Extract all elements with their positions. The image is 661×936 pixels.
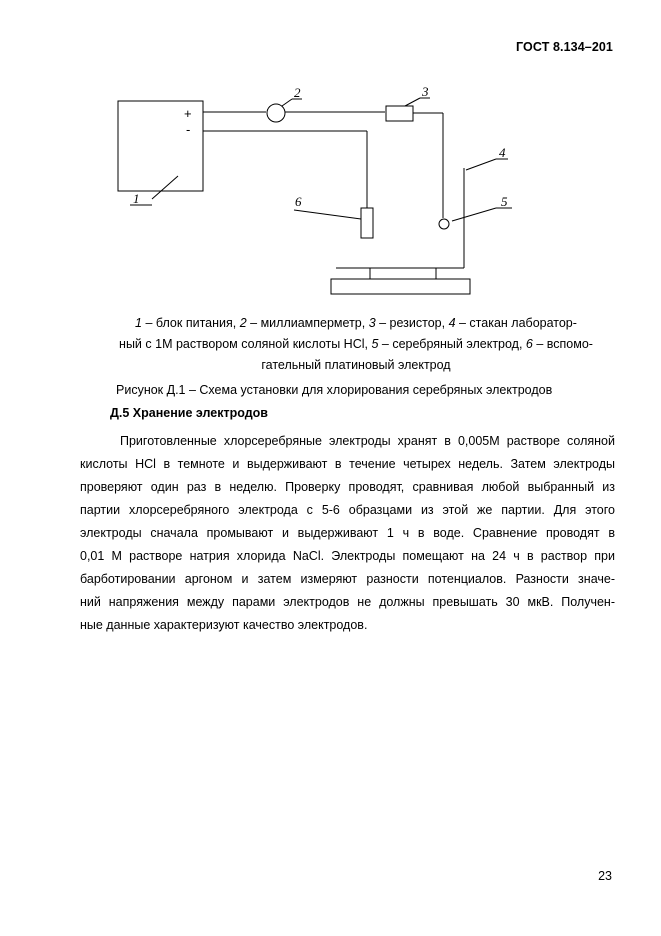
legend-segment: – вспомо- xyxy=(532,337,593,351)
body-paragraph xyxy=(80,430,615,637)
legend-segment: – стакан лаборатор- xyxy=(455,316,577,330)
paragraph-line: ные данные характеризуют качество электродов. xyxy=(80,618,368,632)
legend-segment: – блок питания, xyxy=(142,316,240,330)
label-6: 6 xyxy=(295,194,302,209)
legend-segment: ный с 1М раствором соляной кислоты HCl, xyxy=(119,337,372,351)
legend-segment: – серебряный электрод, xyxy=(378,337,526,351)
label-1: 1 xyxy=(133,191,140,206)
circuit-diagram xyxy=(0,0,661,310)
paragraph-line: электроды сначала промывают и выдерживают 1 ч в воде. Сравнение проводят в xyxy=(80,526,615,540)
legend-segment: 5 xyxy=(371,337,379,351)
resistor-symbol xyxy=(386,106,413,121)
legend-segment: – резистор, xyxy=(375,316,449,330)
milliammeter-symbol xyxy=(267,104,285,122)
legend-line-2 xyxy=(96,334,616,355)
paragraph-line: кислоты HCl в темноте и выдерживают в течение четырех недель. Затем электроды xyxy=(80,457,615,471)
label-3: 3 xyxy=(422,84,429,99)
legend-segment: 3 xyxy=(368,316,376,330)
legend-segment: 4 xyxy=(448,316,456,330)
legend-segment: 2 xyxy=(239,316,247,330)
legend-segment: 1 xyxy=(135,316,142,330)
label-2: 2 xyxy=(294,85,301,100)
plus-terminal: + xyxy=(184,106,192,121)
stand-base xyxy=(331,279,470,294)
paragraph-line: партии хлорсеребряного электрода с 5-6 образцами из этой же партии. Для этого xyxy=(80,503,615,517)
legend-line-3: гательный платиновый электрод xyxy=(261,358,451,372)
paragraph-line: барботировании аргоном и затем измеряют разности потенциалов. Разности значе- xyxy=(80,572,615,586)
label-5: 5 xyxy=(501,194,508,209)
platinum-electrode-symbol xyxy=(361,208,373,238)
label-4: 4 xyxy=(499,145,506,160)
paragraph-line: 0,01 М растворе натрия хлорида NaCl. Электроды помещают на 24 ч в раствор при xyxy=(80,549,615,563)
figure-legend xyxy=(96,313,616,376)
section-heading: Д.5 Хранение электродов xyxy=(110,406,268,420)
page-number: 23 xyxy=(598,869,612,883)
legend-segment: 6 xyxy=(525,337,533,351)
silver-electrode-symbol xyxy=(439,219,449,229)
document-header: ГОСТ 8.134–201 xyxy=(516,40,613,54)
figure-title: Рисунок Д.1 – Схема установки для хлорирования серебряных электродов xyxy=(116,383,553,397)
minus-terminal: - xyxy=(186,122,191,137)
paragraph-line: Приготовленные хлорсеребряные электроды хранят в 0,005М растворе соляной xyxy=(120,434,615,448)
legend-segment: – миллиамперметр, xyxy=(246,316,369,330)
paragraph-line: проверяют один раз в неделю. Проверку проводят, сравнивая любой выбранный из xyxy=(80,480,615,494)
paragraph-line: ний напряжения между парами электродов не должны превышать 30 мкВ. Получен- xyxy=(80,595,615,609)
legend-line-1 xyxy=(96,313,616,334)
